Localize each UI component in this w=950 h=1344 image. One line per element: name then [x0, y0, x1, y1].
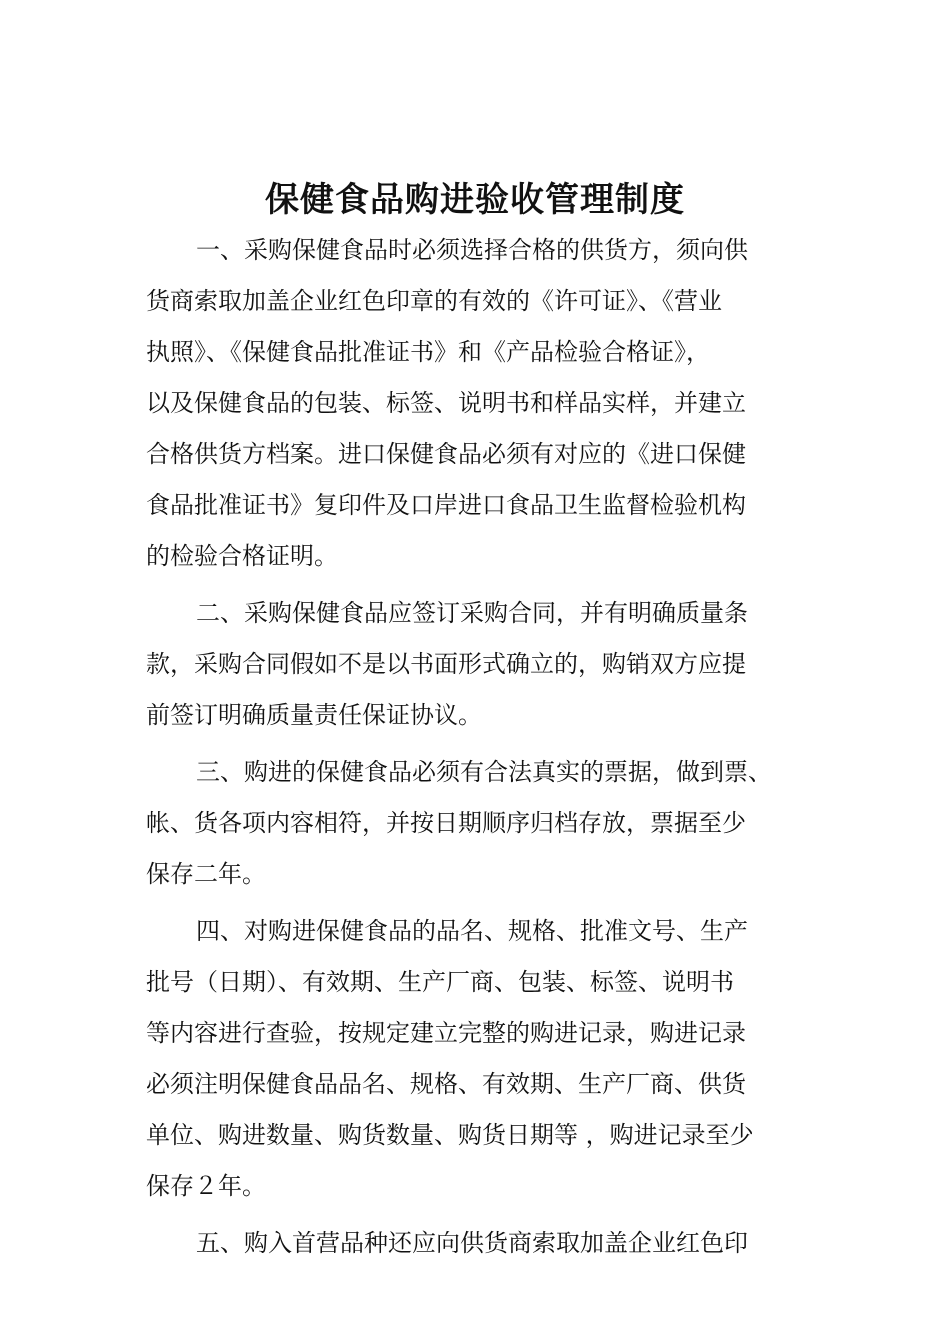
text-line: 五、购入首营品种还应向供货商索取加盖企业红色印 [196, 1229, 748, 1257]
text-line: 单位、购进数量、购货数量、购货日期等 ，购进记录至少 [146, 1121, 754, 1149]
text-line: 款，采购合同假如不是以书面形式确立的，购销双方应提 [146, 650, 746, 678]
text-line: 货商索取加盖企业红色印章的有效的《许可证》、《营业 [146, 287, 722, 315]
text-line: 三、购进的保健食品必须有合法真实的票据，做到票、 [196, 758, 772, 786]
text-line: 批号（日期）、有效期、生产厂商、包装、标签、说明书 [146, 968, 734, 996]
paragraph-1 [146, 225, 806, 582]
paragraph-5 [146, 1218, 806, 1269]
paragraph-2 [146, 588, 806, 741]
paragraph-4 [146, 906, 806, 1212]
paragraph-3 [146, 747, 806, 900]
text-line: 前签订明确质量责任保证协议。 [146, 701, 482, 729]
text-line: 必须注明保健食品品名、规格、有效期、生产厂商、供货 [146, 1070, 746, 1098]
text-line: 食品批准证书》复印件及口岸进口食品卫生监督检验机构 [146, 491, 746, 519]
text-line: 一、采购保健食品时必须选择合格的供货方，须向供 [196, 236, 748, 264]
document-title: 保健食品购进验收管理制度 [265, 180, 685, 220]
text-line: 四、对购进保健食品的品名、规格、批准文号、生产 [196, 917, 748, 945]
text-line: 合格供货方档案。进口保健食品必须有对应的《进口保健 [146, 440, 746, 468]
text-line: 的检验合格证明。 [146, 542, 338, 570]
text-line: 等内容进行查验，按规定建立完整的购进记录，购进记录 [146, 1019, 746, 1047]
document-body [146, 225, 806, 1275]
text-line: 二、采购保健食品应签订采购合同，并有明确质量条 [196, 599, 748, 627]
text-line: 执照》、《保健食品批准证书》和《产品检验合格证》， [146, 338, 710, 366]
text-line: 保存二年。 [146, 860, 266, 888]
text-line: 以及保健食品的包装、标签、说明书和样品实样，并建立 [146, 389, 746, 417]
text-line: 帐、货各项内容相符，并按日期顺序归档存放，票据至少 [146, 809, 746, 837]
text-line: 保存２年。 [146, 1172, 266, 1200]
